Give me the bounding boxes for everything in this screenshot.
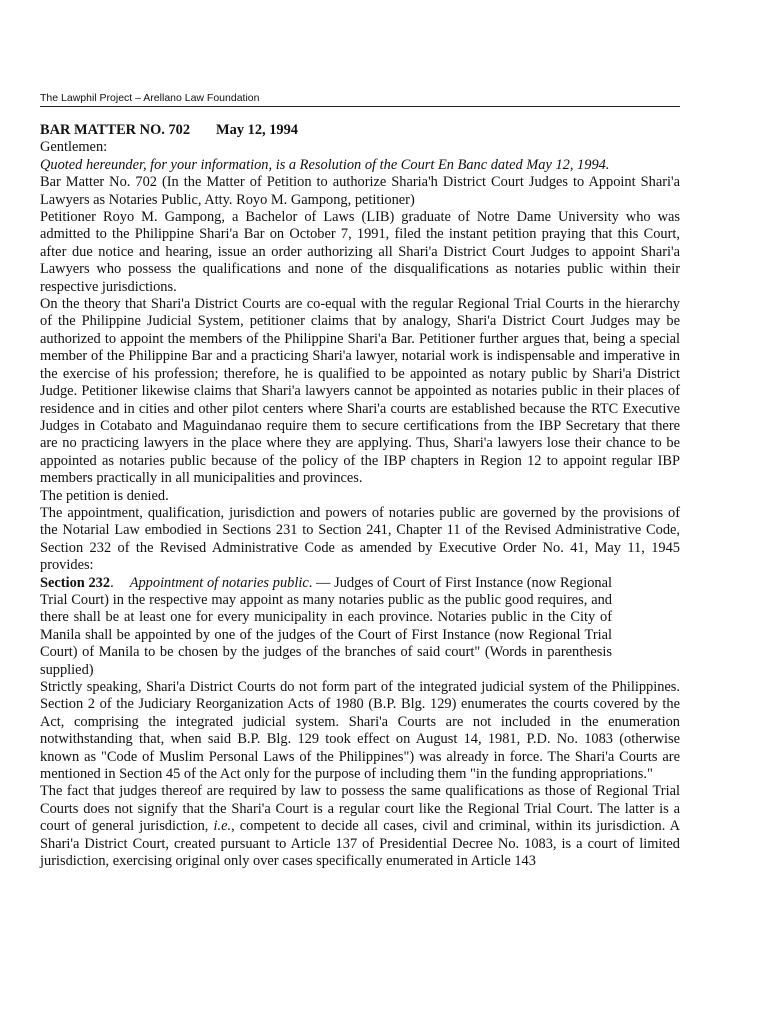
section-period: . bbox=[110, 574, 114, 591]
document-title bbox=[40, 122, 680, 139]
paragraph-denied: The petition is denied. bbox=[40, 487, 169, 504]
salutation: Gentlemen: bbox=[40, 139, 108, 156]
block-quote-section-232 bbox=[40, 575, 612, 679]
header-divider bbox=[40, 106, 680, 107]
document-date: May 12, 1994 bbox=[216, 122, 298, 138]
section-label: Section 232 bbox=[40, 574, 111, 591]
paragraph-petition: Petitioner Royo M. Gampong, a Bachelor of Laws (LIB) graduate of Notre Dame University who was admitted to the Philippine Shari'a Bar on October 7, 1991, filed the instant petition praying that this Court, after due notice and hearing, issue an order authorizing all Shari'a District Court Judges to appoint Shari'a Lawyers who possess the qualifications and none of the disqualifications as notaries public within their respective jurisdictions. bbox=[40, 209, 680, 295]
paragraph-qualifications bbox=[40, 783, 680, 870]
paragraph-notarial-law: The appointment, qualification, jurisdiction and powers of notaries public are governed by the provisions of the Notarial Law embodied in Sections 231 to Section 241, Chapter 11 of the Revised Administrative Code, Section 232 of the Revised Administrative Code as amended by Executive Order No. 41, May 11, 1945 provides: bbox=[40, 504, 680, 574]
document-body bbox=[40, 122, 680, 870]
section-title: Appointment of notaries public bbox=[129, 574, 309, 591]
paragraph-theory: On the theory that Shari'a District Courts are co-equal with the regular Regional Trial Courts in the hierarchy of the Philippine Judicial System, petitioner claims that by analogy, Shari'a District Court Judges may be authorized to appoint the members of the Philippine Shari'a Bar. Petitioner further argues that, being a special member of the Philippine Bar and a practicing Shari'a lawyer, notarial work is indispensable and imperative in the exercise of his profession; therefore, he is qualified to be appointed as notary public by Shari'a District Judge. Petitioner likewise claims that Shari'a lawyers cannot be appointed as notaries public in their places of residence and in cities and other pilot centers where Shari'a courts are established because the RTC Executive Judges in Cotabato and Maguindanao require them to secure certifications from the IBP Secretary that there are no practicing lawyers in the place where they are applying. Thus, Shari'a lawyers lose their chance to be appointed as notaries public because of the policy of the IBP chapters in Region 12 to appoint regular IBP members practically in all municipalities and provinces. bbox=[40, 296, 680, 487]
ie-abbreviation: i.e. bbox=[213, 818, 232, 835]
intro-text: Quoted hereunder, for your information, is a Resolution of the Court En Banc dated May 12, 1994. bbox=[40, 156, 610, 173]
section-body: . — Judges of Court of First Instance (now Regional Trial Court) in the respective may appoint as many notaries public as the public good requires, and there shall be at least one for every municipality in each province. Notaries public in the City of Manila shall be appointed by one of the judges of the Court of First Instance (now Regional Trial Court) of Manila to be chosen by the judges of the branches of said court" (Words in parenthesis supplied) bbox=[40, 574, 612, 678]
case-caption: Bar Matter No. 702 (In the Matter of Petition to authorize Sharia'h District Court Judges to Appoint Shari'a Lawyers as Notaries Public, Atty. Royo M. Gampong, petitioner) bbox=[40, 174, 680, 208]
bar-matter-number: BAR MATTER NO. 702 bbox=[40, 122, 191, 138]
page-header-source: The Lawphil Project – Arellano Law Foundation bbox=[40, 92, 260, 104]
paragraph-integrated-system: Strictly speaking, Shari'a District Courts do not form part of the integrated judicial system of the Philippines. Section 2 of the Judiciary Reorganization Acts of 1980 (B.P. Blg. 129) enumerates the courts covered by the Act, comprising the integrated judicial system. Shari'a Courts are not included in the enumeration notwithstanding that, when said B.P. Blg. 129 took effect on August 14, 1981, P.D. No. 1083 (otherwise known as "Code of Muslim Personal Laws of the Philippines") was already in force. The Shari'a Courts are mentioned in Section 45 of the Act only for the purpose of including them "in the funding appropriations." bbox=[40, 679, 680, 783]
qualifications-text-end: , competent to decide all cases, civil and criminal, within its jurisdiction. A Shari'a District Court, created pursuant to Article 137 of Presidential Decree No. 1083, is a court of limited jurisdiction, exercising original only over cases specifically enumerated in Article 143 bbox=[40, 818, 680, 870]
qualifications-text-start: The fact that judges thereof are required by law to possess the same qualifications as those of Regional Trial Courts does not signify that the Shari'a Court is a regular court like the Regional Trial Court. The latter is a court of general jurisdiction, bbox=[40, 783, 680, 835]
